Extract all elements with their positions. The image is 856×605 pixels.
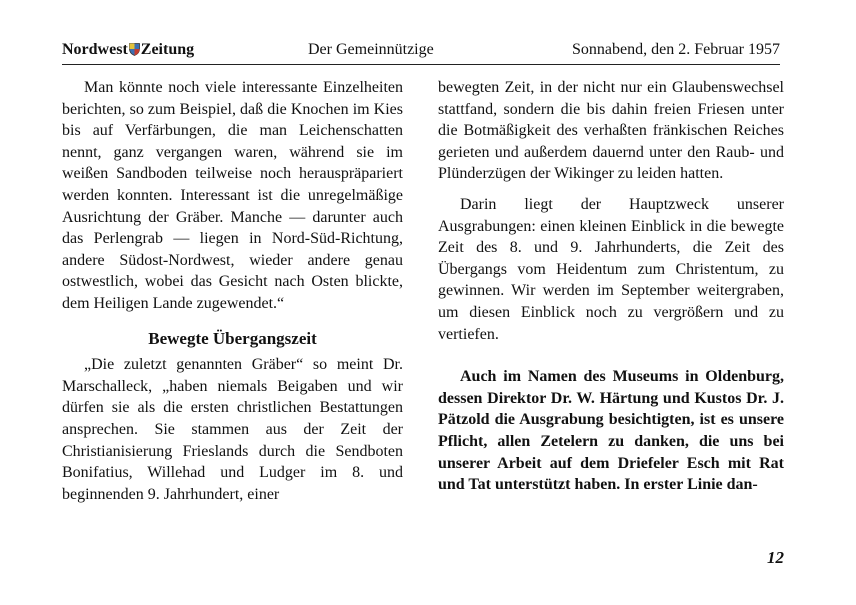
coat-of-arms-icon [129,43,140,56]
issue-date: Sonnabend, den 2. Februar 1957 [572,41,780,58]
right-paragraph-2: Darin liegt der Hauptzweck unserer Ausgrabungen: einen kleinen Einblick in die bewegte Zeit des 8. und 9. Jahrhunderts, die Zeit des Übergangs vom Heidentum zum Christentum, zu gewinnen. Wir werden im September weitergraben, um diesen Einblick noch zu vergrößern und zu vertiefen. [438,195,784,343]
right-paragraph-1: bewegten Zeit, in der nicht nur ein Glaubenswechsel stattfand, sondern die bis dahin freien Friesen unter die Botmäßigkeit des verhaßten fränkischen Reiches gerieten und außerdem dauernd unter den Raub- und Plünderzügen der Wikinger zu leiden hatten. [438,79,784,183]
right-paragraph-3-bold: Auch im Namen des Museums in Oldenburg, dessen Direktor Dr. W. Härtung und Kustos Dr. J. Pätzold die Ausgrabung besichtigten, ist es unsere Pflicht, allen Zetelern zu danken, die uns bei unserer Arbeit auf dem Driefeler Esch mit Rat und Tat unterstützt haben. In erster Linie dan- [438,368,784,494]
page-header [62,40,780,65]
left-paragraph-1: Man könnte noch viele interessante Einzelheiten berichten, so zum Beispiel, daß die Knochen im Kies bis auf Verfärbungen, die man Leichenschatten nennt, ganz vergangen waren, während sie im weißen Sandboden teilweise noch herauspräpariert werden konnten. Interessant ist die unregelmäßige Ausrichtung der Gräber. Manche — darunter auch das Perlengrab — liegen in Nord-Süd-Richtung, andere Südost-Nordwest, wieder andere genau ostwestlich, wobei das Gesicht nach Osten blickte, dem Heiligen Lande zugewendet.“ [62,79,403,312]
issue-title: Der Gemeinnützige [308,41,434,58]
page-number: 12 [767,548,784,567]
section-subheading: Bewegte Übergangszeit [148,328,317,348]
newspaper-masthead [62,41,194,59]
masthead-right: Zeitung [140,41,195,58]
right-column [438,77,784,496]
left-column [62,77,403,505]
left-paragraph-2: „Die zuletzt genannten Gräber“ so meint Dr. Marschalleck, „haben niemals Beigaben und wir dürfen sie als die ersten christlichen Bestattungen ansprechen. Sie stammen aus der Zeit der Christianisierung Frieslands durch die Sendboten Bonifatius, Willehad und Ludger im 8. und beginnenden 9. Jahrhundert, einer [62,356,403,503]
masthead-left: Nordwest [62,41,128,58]
